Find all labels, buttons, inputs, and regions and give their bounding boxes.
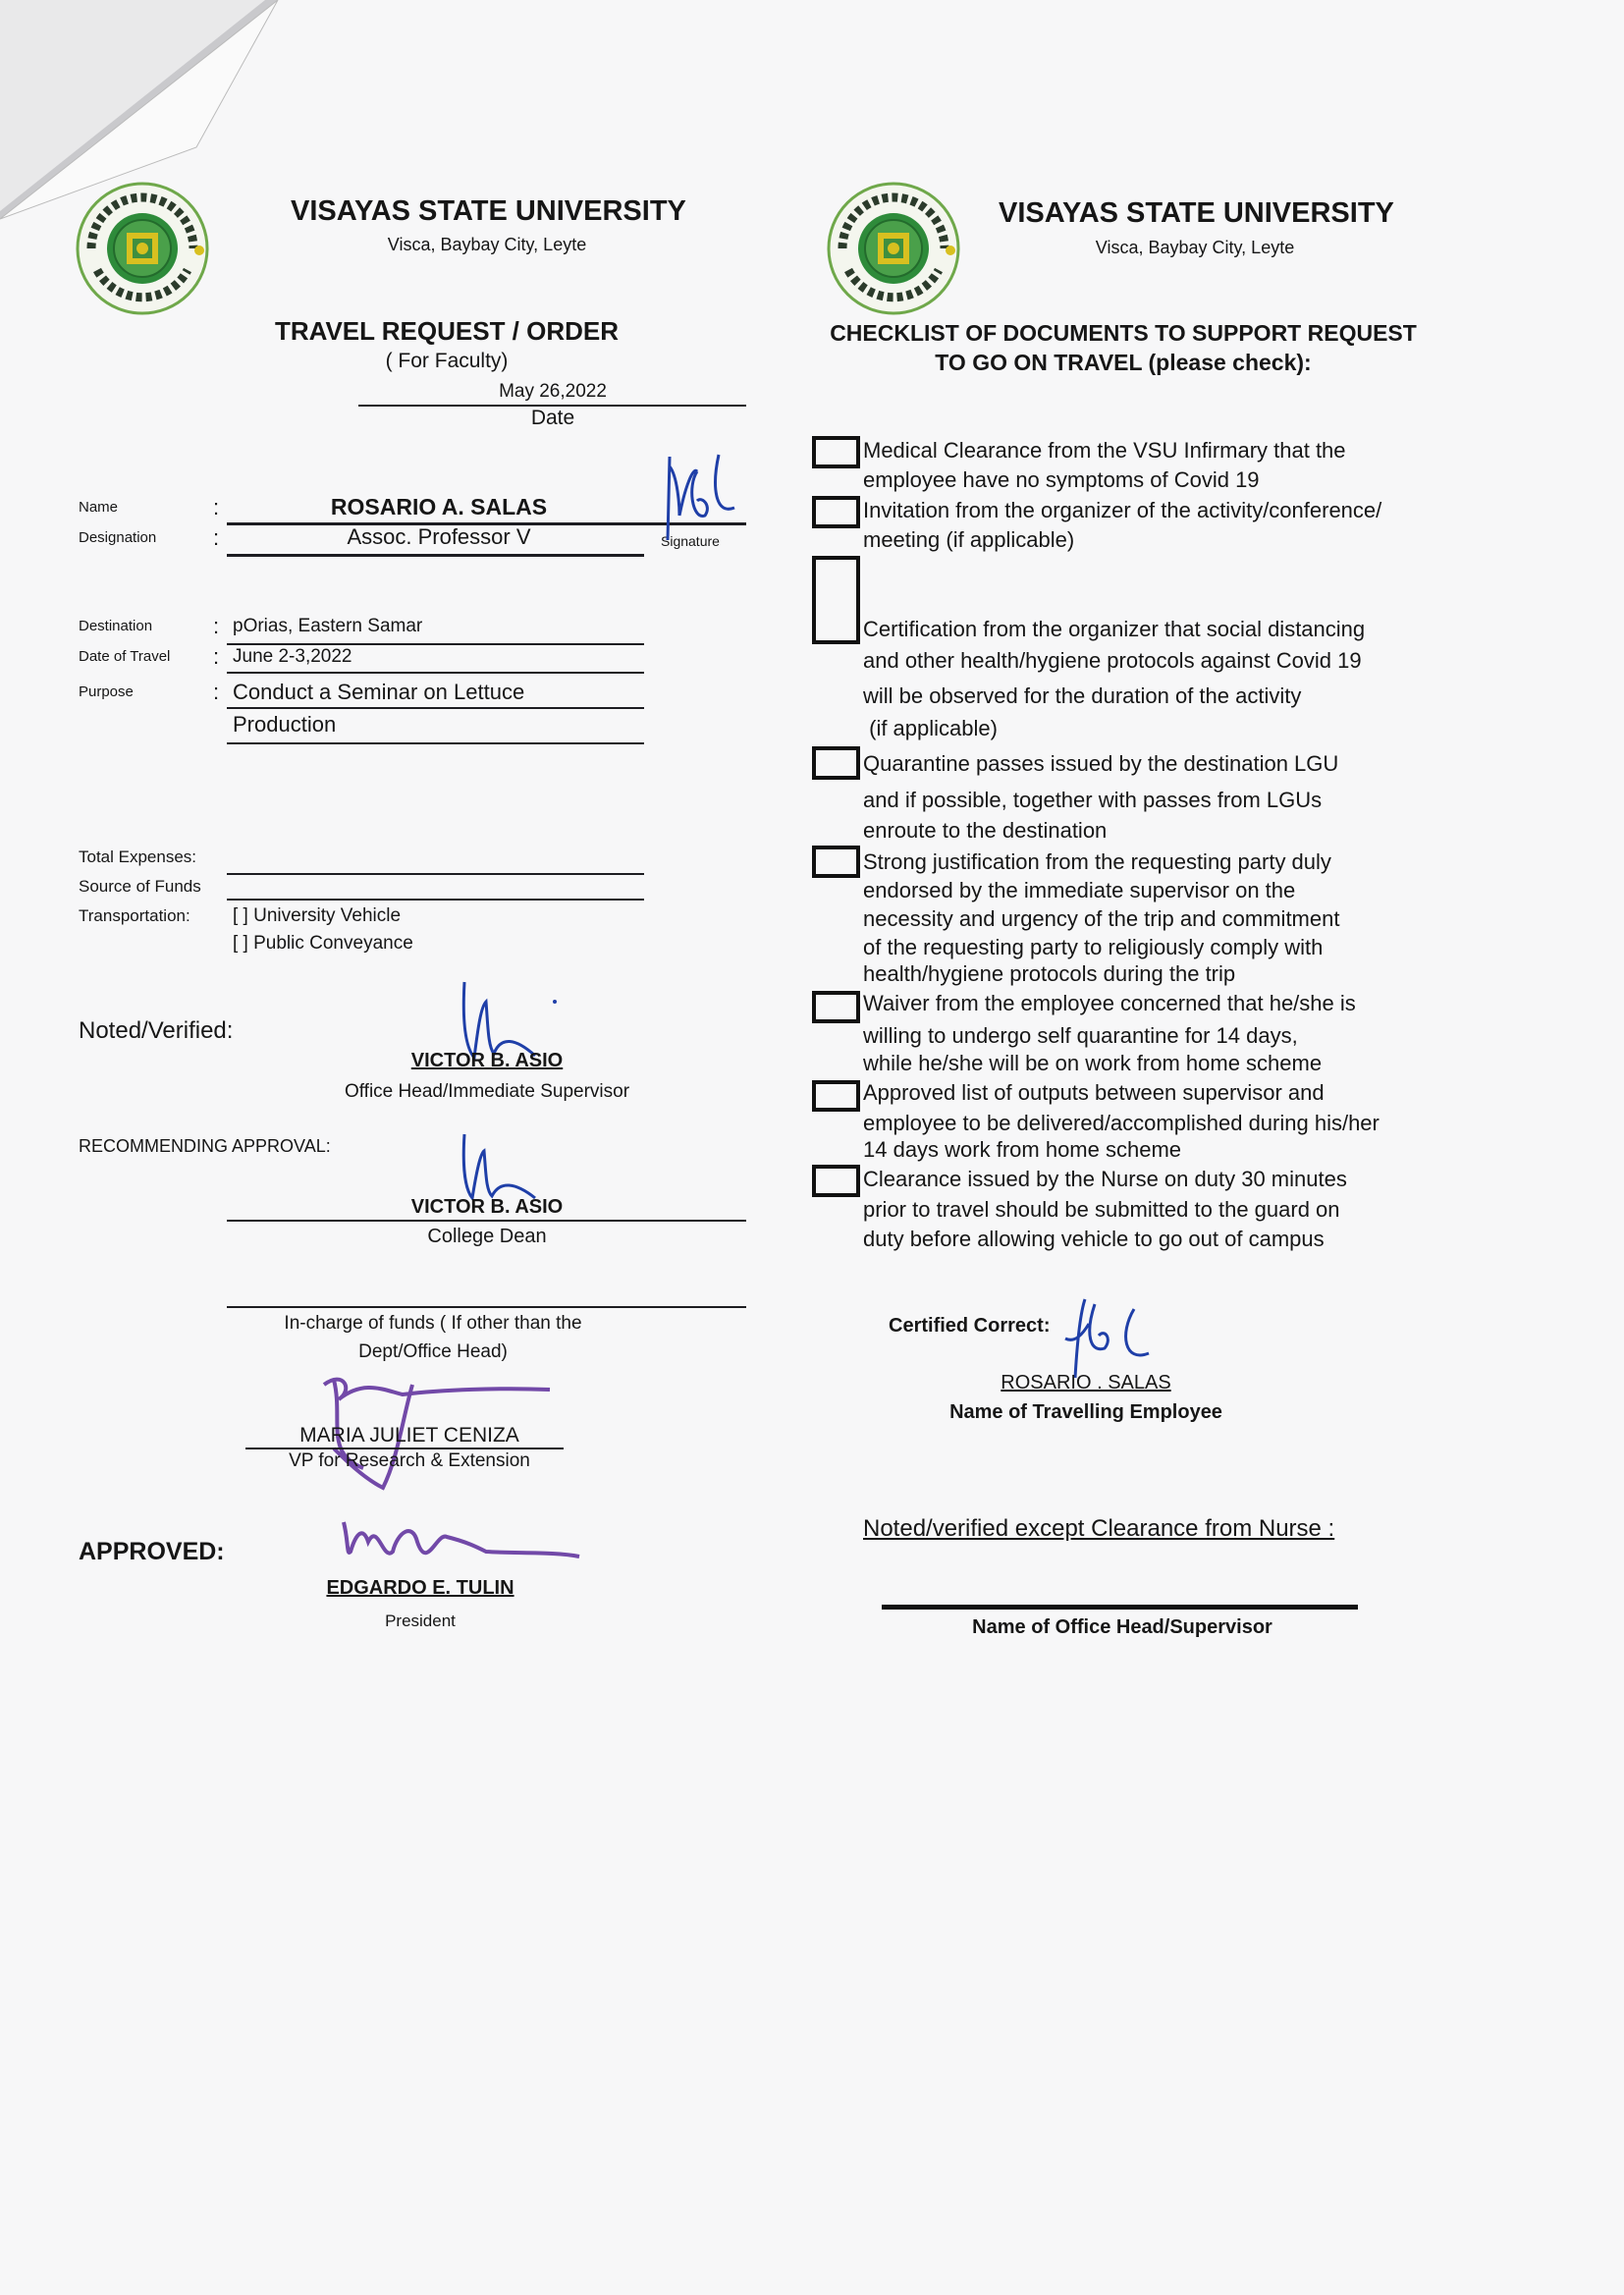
- checklist-item-text: and other health/hygiene protocols against Covid 19: [863, 648, 1362, 673]
- checkbox-quarantine-passes[interactable]: [812, 746, 860, 780]
- checklist-item-text: (if applicable): [863, 716, 998, 740]
- checklist-item-text: Clearance issued by the Nurse on duty 30 minutes: [863, 1167, 1347, 1191]
- destination-colon: :: [213, 614, 220, 638]
- supervisor-signature-line[interactable]: [882, 1605, 1358, 1610]
- purpose-line1: [227, 707, 644, 709]
- date-label: Date: [530, 407, 575, 429]
- checklist-item-text: Strong justification from the requesting party duly: [863, 849, 1331, 874]
- checklist-item-text: Waiver from the employee concerned that he/she is: [863, 991, 1356, 1015]
- date-of-travel-label: Date of Travel: [79, 648, 171, 665]
- checklist-item-text: employee have no symptoms of Covid 19: [863, 467, 1260, 492]
- signature-label: Signature: [661, 533, 720, 549]
- checklist-item-text: 14 days work from home scheme: [863, 1137, 1182, 1162]
- name-colon: :: [213, 495, 220, 519]
- destination-line: [227, 643, 644, 645]
- checklist-item-text: enroute to the destination: [863, 818, 1108, 843]
- supervisor-name: VICTOR B. ASIO: [410, 1050, 564, 1071]
- employee-caption: Name of Travelling Employee: [949, 1401, 1222, 1423]
- checkbox-nurse-clearance[interactable]: [812, 1165, 860, 1197]
- checkbox-invitation[interactable]: [812, 496, 860, 528]
- checkbox-approved-outputs[interactable]: [812, 1080, 860, 1112]
- checklist-item-text: employee to be delivered/accomplished during his/her: [863, 1111, 1380, 1135]
- checkbox-medical-clearance[interactable]: [812, 436, 860, 468]
- checklist-item-text: Medical Clearance from the VSU Infirmary that the: [863, 438, 1346, 463]
- checklist-title-1: CHECKLIST OF DOCUMENTS TO SUPPORT REQUEST: [830, 320, 1417, 346]
- funds-incharge-line[interactable]: [227, 1306, 746, 1308]
- checklist-title-2: TO GO ON TRAVEL (please check):: [935, 350, 1312, 375]
- checklist-item-text: endorsed by the immediate supervisor on the: [863, 878, 1296, 902]
- checklist-item-text: Approved list of outputs between supervisor and: [863, 1080, 1325, 1105]
- president-title: President: [385, 1612, 456, 1630]
- checklist-item-text: Certification from the organizer that social distancing: [863, 617, 1366, 641]
- funds-incharge-caption-1: In-charge of funds ( If other than the: [284, 1313, 582, 1334]
- university-address: Visca, Baybay City, Leyte: [387, 235, 587, 254]
- form-title: TRAVEL REQUEST / ORDER: [274, 316, 620, 346]
- university-logo: [74, 180, 211, 317]
- certified-correct-label: Certified Correct:: [889, 1315, 1051, 1337]
- form-subtitle: ( For Faculty): [385, 350, 509, 372]
- employee-name: ROSARIO . SALAS: [1001, 1372, 1171, 1393]
- purpose-line2: [227, 742, 644, 744]
- name-value[interactable]: ROSARIO A. SALAS: [330, 494, 548, 519]
- checklist-item-text: health/hygiene protocols during the trip: [863, 961, 1236, 986]
- source-of-funds-field[interactable]: [227, 899, 644, 901]
- dean-line: [227, 1220, 746, 1222]
- checklist-item-text: will be observed for the duration of the activity: [863, 683, 1302, 708]
- applicant-signature: [658, 447, 756, 545]
- destination-label: Destination: [79, 618, 153, 634]
- checklist-item-text: and if possible, together with passes from LGUs: [863, 788, 1323, 812]
- supervisor-title: Office Head/Immediate Supervisor: [344, 1081, 630, 1102]
- checkbox-certification[interactable]: [812, 556, 860, 644]
- purpose-value-line1[interactable]: Conduct a Seminar on Lettuce: [233, 680, 525, 704]
- designation-colon: :: [213, 525, 220, 550]
- designation-value[interactable]: Assoc. Professor V: [347, 524, 531, 549]
- transportation-label: Transportation:: [79, 906, 190, 925]
- name-label: Name: [79, 499, 119, 516]
- checklist-item-text: duty before allowing vehicle to go out of campus: [863, 1227, 1325, 1251]
- checklist-item-text: of the requesting party to religiously comply with: [863, 935, 1324, 959]
- university-name: VISAYAS STATE UNIVERSITY: [291, 195, 686, 227]
- checklist-item-text: willing to undergo self quarantine for 14 days,: [863, 1023, 1298, 1048]
- dean-title: College Dean: [427, 1226, 547, 1247]
- vp-title: VP for Research & Extension: [289, 1450, 530, 1471]
- noted-verified-label: Noted/Verified:: [79, 1017, 234, 1044]
- transport-public-conveyance[interactable]: [ ] Public Conveyance: [233, 933, 413, 954]
- supervisor-caption: Name of Office Head/Supervisor: [972, 1616, 1272, 1638]
- dean-name: VICTOR B. ASIO: [410, 1196, 564, 1218]
- noted-except-label: Noted/verified except Clearance from Nurse :: [863, 1515, 1335, 1542]
- date-value[interactable]: May 26,2022: [499, 381, 607, 402]
- funds-incharge-caption-2: Dept/Office Head): [358, 1341, 508, 1362]
- designation-label: Designation: [79, 529, 157, 546]
- vp-line: [245, 1448, 564, 1449]
- checklist-item-text: while he/she will be on work from home scheme: [863, 1051, 1323, 1075]
- purpose-label: Purpose: [79, 683, 134, 700]
- checklist-item-text: necessity and urgency of the trip and commitment: [863, 906, 1340, 931]
- checklist-item-text: meeting (if applicable): [863, 527, 1075, 552]
- purpose-colon: :: [213, 680, 220, 704]
- source-of-funds-label: Source of Funds: [79, 877, 201, 896]
- checklist-item-text: Quarantine passes issued by the destination LGU: [863, 751, 1339, 776]
- checkbox-waiver[interactable]: [812, 991, 860, 1023]
- university-logo-right: [825, 180, 962, 317]
- checkbox-strong-justification[interactable]: [812, 846, 860, 878]
- transport-university-vehicle[interactable]: [ ] University Vehicle: [233, 905, 402, 926]
- purpose-value-line2[interactable]: Production: [233, 712, 337, 737]
- employee-signature: [1056, 1294, 1164, 1383]
- date-of-travel-line: [227, 672, 644, 674]
- university-name-right: VISAYAS STATE UNIVERSITY: [999, 197, 1394, 229]
- destination-value[interactable]: pOrias, Eastern Samar: [233, 616, 423, 636]
- vp-name: MARIA JULIET CENIZA: [299, 1424, 519, 1447]
- checklist-item-text: Invitation from the organizer of the activity/conference/: [863, 498, 1382, 522]
- president-name: EDGARDO E. TULIN: [326, 1577, 514, 1599]
- recommending-approval-label: RECOMMENDING APPROVAL:: [79, 1136, 331, 1156]
- total-expenses-label: Total Expenses:: [79, 847, 197, 866]
- total-expenses-field[interactable]: [227, 873, 644, 875]
- date-of-travel-colon: :: [213, 644, 220, 669]
- designation-line: [227, 554, 644, 557]
- date-of-travel-value[interactable]: June 2-3,2022: [233, 646, 352, 667]
- approved-label: APPROVED:: [79, 1538, 225, 1565]
- checklist-item-text: prior to travel should be submitted to the guard on: [863, 1197, 1340, 1222]
- university-address-right: Visca, Baybay City, Leyte: [1095, 238, 1295, 257]
